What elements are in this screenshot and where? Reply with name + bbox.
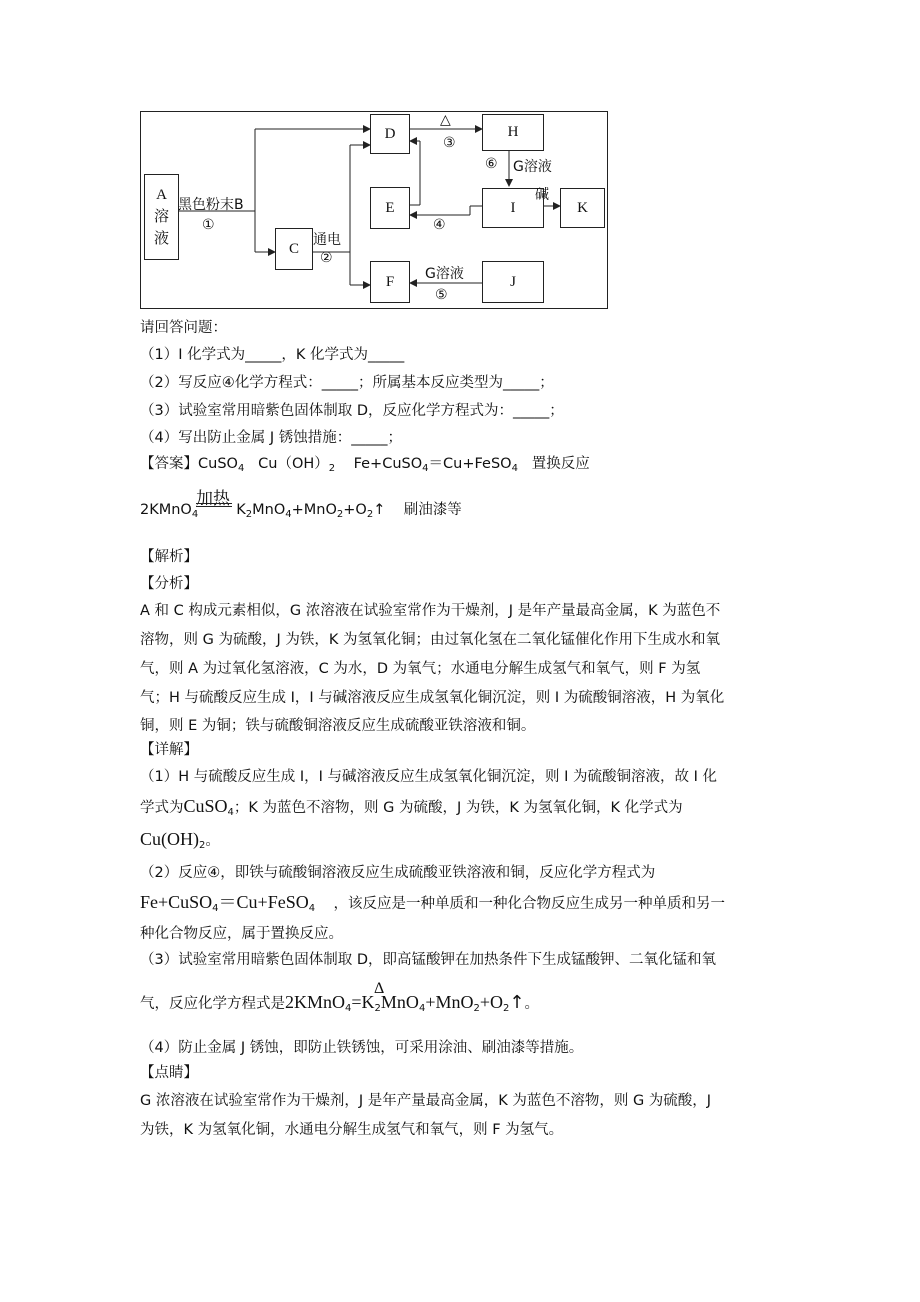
question-intro: 请回答问题： bbox=[140, 320, 227, 336]
analysis-line-4: 气；H 与硫酸反应生成 I，I 与碱溶液反应生成氢氧化铜沉淀，则 I 为硫酸铜溶液，H 为氧化 bbox=[140, 690, 725, 706]
answer-4: 刷油漆等 bbox=[403, 502, 462, 518]
question-1: （1）I 化学式为_____，K 化学式为_____ bbox=[140, 347, 405, 363]
question-2: （2）写反应④化学方程式：_____；所属基本反应类型为_____； bbox=[140, 375, 554, 391]
detail-3-line-2: 气，反应化学方程式是$2KMnO_4=K_2MnO_4+MnO_2+O_2↑$。 bbox=[140, 992, 539, 1014]
answer-2: $Cu(OH)_2$ bbox=[258, 456, 336, 474]
comment-tag: 【点睛】 bbox=[140, 1065, 198, 1081]
label-black-powder-b: 黑色粉末B bbox=[178, 197, 244, 213]
node-E: E bbox=[370, 187, 410, 229]
analysis-subtag: 【分析】 bbox=[140, 576, 198, 592]
node-C: C bbox=[275, 228, 313, 270]
label-reaction-2: ② bbox=[320, 250, 333, 266]
detail-tag: 【详解】 bbox=[140, 742, 198, 758]
detail-1-line-3: $Cu(OH)_2$。 bbox=[140, 829, 220, 851]
analysis-line-3: 气，则 A 为过氧化氢溶液，C 为水，D 为氧气；水通电分解生成氢气和氧气，则 F 为氢 bbox=[140, 661, 701, 677]
detail-1-line-2: 学式为CuSO$_4$；K 为蓝色不溶物，则 G 为硫酸，J 为铁，K 为氢氧化铜，K 化学式为 bbox=[140, 796, 683, 818]
label-reaction-4: ④ bbox=[433, 217, 446, 233]
comment-line-1: G 浓溶液在试验室常作为干燥剂，J 是年产量最高金属，K 为蓝色不溶物，则 G 为硫酸，J bbox=[140, 1093, 712, 1109]
label-reaction-5: ⑤ bbox=[435, 287, 448, 303]
question-3: （3）试验室常用暗紫色固体制取 D，反应化学方程式为：_____； bbox=[140, 403, 564, 419]
answer-line bbox=[140, 454, 590, 479]
answer-3: Fe+CuSO$_4$＝Cu+FeSO$_4$ bbox=[353, 456, 518, 474]
detail-2-line-3: 种化合物反应，属于置换反应。 bbox=[140, 926, 343, 942]
analysis-line-5: 铜，则 E 为铜；铁与硫酸铜溶液反应生成硫酸亚铁溶液和铜。 bbox=[140, 718, 536, 734]
label-reaction-6: ⑥ bbox=[485, 156, 498, 172]
label-base: 碱 bbox=[535, 187, 549, 203]
detail-2-line-2: Fe+CuSO$_4$＝Cu+FeSO$_4$ ，该反应是一种单质和一种化合物反应生成另一种单质和另一 bbox=[140, 892, 726, 914]
reaction-flow-diagram bbox=[140, 111, 608, 309]
analysis-tag: 【解析】 bbox=[140, 549, 198, 565]
detail-3-line-1: （3）试验室常用暗紫色固体制取 D，即高锰酸钾在加热条件下生成锰酸钾、二氧化锰和氧 bbox=[140, 952, 716, 968]
answer-reaction-type: 置换反应 bbox=[531, 456, 590, 472]
label-electrolysis: 通电 bbox=[313, 232, 341, 248]
detail-4: （4）防止金属 J 锈蚀，即防止铁锈蚀，可采用涂油、刷油漆等措施。 bbox=[140, 1040, 584, 1056]
analysis-line-2: 溶物，则 G 为硫酸，J 为铁，K 为氢氧化铜；由过氧化氢在二氧化锰催化作用下生成水和氧 bbox=[140, 632, 720, 648]
heat-label: 加热 bbox=[196, 489, 230, 508]
answer-tag: 【答案】 bbox=[140, 456, 198, 472]
detail-2-line-1: （2）反应④，即铁与硫酸铜溶液反应生成硫酸亚铁溶液和铜，反应化学方程式为 bbox=[140, 865, 656, 881]
label-delta: △ bbox=[440, 112, 451, 128]
comment-line-2: 为铁，K 为氢氧化铜，水通电分解生成氢气和氧气，则 F 为氢气。 bbox=[140, 1122, 564, 1138]
label-g-solution-j-f: G溶液 bbox=[425, 266, 464, 282]
node-D: D bbox=[370, 114, 410, 154]
node-F: F bbox=[370, 261, 410, 303]
label-reaction-3: ③ bbox=[443, 135, 456, 151]
answer-equation: 2KMnO$_4$ $K_2MnO_4+MnO_2+O_2↑$ 刷油漆等 bbox=[140, 502, 462, 520]
delta-symbol: Δ bbox=[374, 980, 385, 997]
question-4: （4）写出防止金属 J 锈蚀措施：_____； bbox=[140, 430, 402, 446]
node-J: J bbox=[482, 261, 544, 303]
label-reaction-1: ① bbox=[202, 217, 215, 233]
node-I: I bbox=[482, 188, 544, 228]
node-H: H bbox=[482, 114, 544, 151]
answer-1: CuSO$_4$ bbox=[198, 456, 245, 474]
label-g-solution-h-i: G溶液 bbox=[513, 159, 552, 175]
node-K: K bbox=[560, 188, 605, 228]
node-A: A 溶 液 bbox=[144, 174, 179, 260]
analysis-line-1: A 和 C 构成元素相似，G 浓溶液在试验室常作为干燥剂，J 是年产量最高金属，K 为蓝色不 bbox=[140, 603, 721, 619]
detail-1-line-1: （1）H 与硫酸反应生成 I，I 与碱溶液反应生成氢氧化铜沉淀，则 I 为硫酸铜溶液，故 I 化 bbox=[140, 769, 717, 785]
